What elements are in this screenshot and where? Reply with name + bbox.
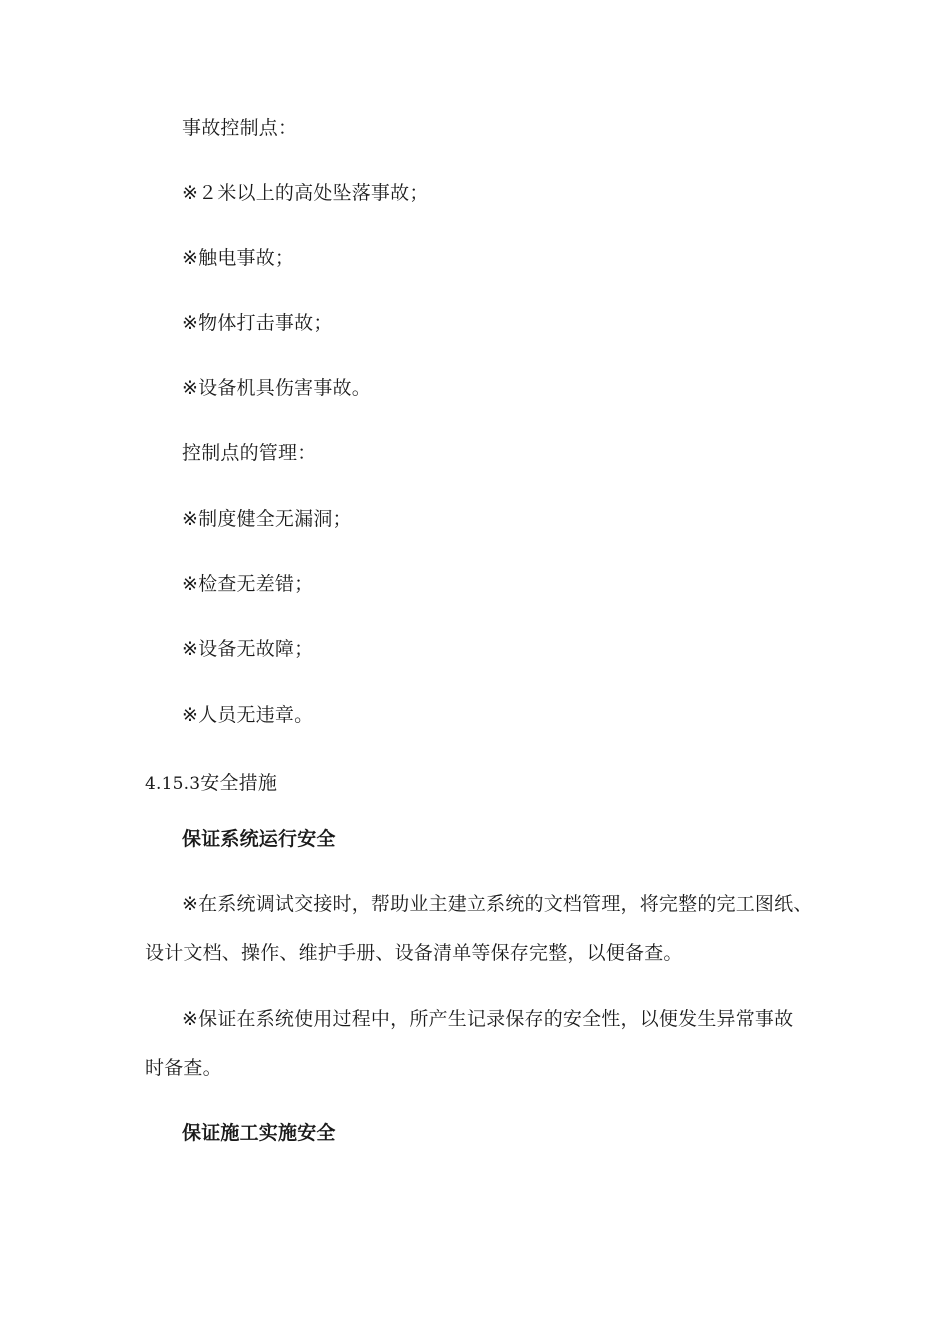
- system-safety-title: 保证系统运行安全: [182, 828, 336, 850]
- management-item: ※检查无差错；: [182, 573, 314, 595]
- management-item: ※人员无违章。: [182, 704, 314, 726]
- paragraph-line: 设计文档、操作、维护手册、设备清单等保存完整，以便备查。: [145, 942, 683, 964]
- paragraph-line: ※保证在系统使用过程中，所产生记录保存的安全性，以便发生异常事故: [182, 1008, 794, 1030]
- section-number: 4.15.3: [145, 774, 201, 794]
- accident-item: ※设备机具伤害事故。: [182, 377, 371, 399]
- paragraph-line: 时备查。: [145, 1057, 222, 1079]
- section-heading: [145, 771, 277, 796]
- accident-item: ※２米以上的高处坠落事故；: [182, 182, 429, 204]
- management-item: ※制度健全无漏洞；: [182, 508, 352, 530]
- accident-item: ※物体打击事故；: [182, 312, 333, 334]
- accident-item: ※触电事故；: [182, 247, 295, 269]
- construction-safety-title: 保证施工实施安全: [182, 1122, 336, 1144]
- management-title: 控制点的管理：: [182, 442, 317, 464]
- paragraph-line: ※在系统调试交接时，帮助业主建立系统的文档管理，将完整的完工图纸、: [182, 893, 813, 915]
- management-item: ※设备无故障；: [182, 638, 314, 660]
- section-title: 安全措施: [200, 772, 278, 794]
- accident-control-title: 事故控制点：: [182, 117, 298, 139]
